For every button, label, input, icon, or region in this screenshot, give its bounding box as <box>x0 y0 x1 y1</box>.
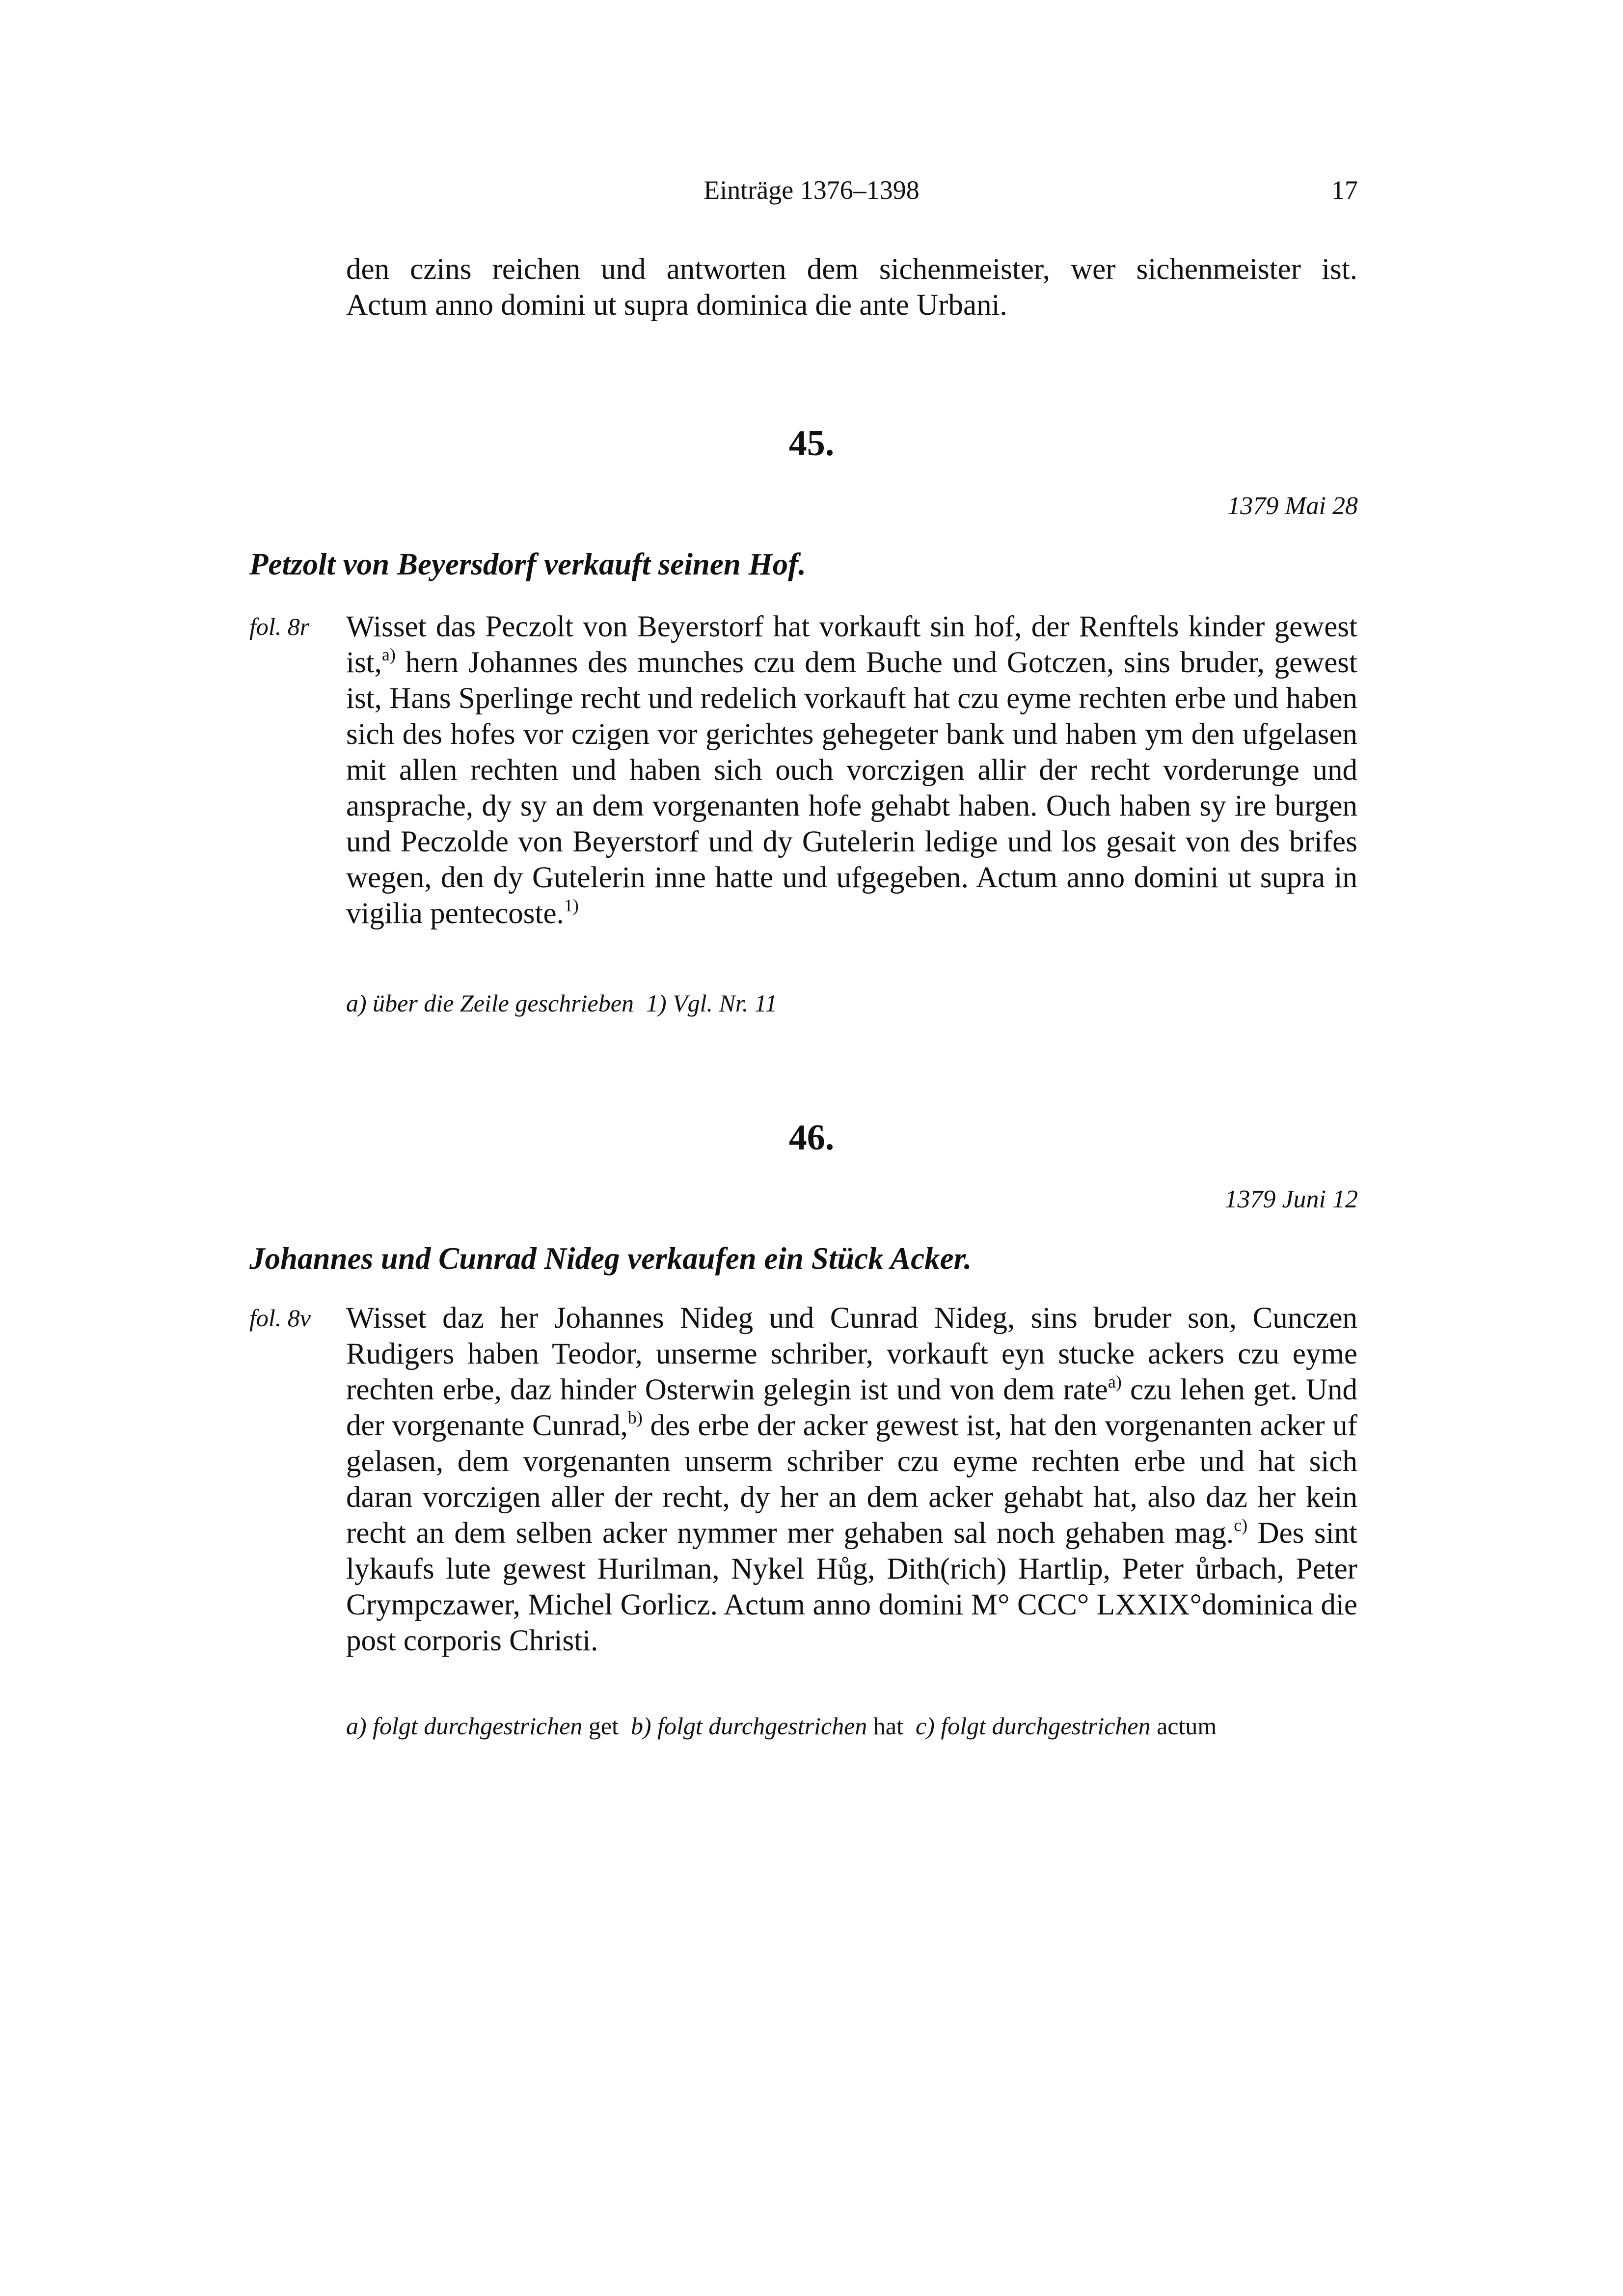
entry-46-note-a-label: a) folgt durchgestrichen <box>346 1712 583 1740</box>
note-marker-a: a) <box>381 645 396 664</box>
entry-46-note-a-word: get <box>588 1712 619 1740</box>
entry-45-number: 45. <box>788 423 835 464</box>
entry-46-date: 1379 Juni 12 <box>1224 1185 1358 1213</box>
entry-46-note-b-label: b) folgt durchgestrichen <box>631 1712 867 1740</box>
note-marker-c: c) <box>1234 1515 1248 1535</box>
page-number: 17 <box>1331 175 1358 205</box>
entry-45-date: 1379 Mai 28 <box>1227 492 1358 520</box>
entry-45-text <box>346 609 1357 931</box>
entry-46-folio: fol. 8v <box>249 1304 311 1332</box>
entry-46-text-part-3: des erbe der acker gewest ist, hat den vorgenanten acker uf gelasen, dem vorgenanten unserm schriber czu eyme rechten erbe und hat sich daran vorczigen aller der recht, dy her an dem acker gehabt hat, also daz her kein recht an dem selben acker nymmer mer gehaben sal noch gehaben mag. <box>346 1409 1357 1550</box>
entry-46-text-part-1: Wisset daz her Johannes Nideg und Cunrad Nideg, sins bruder son, Cunczen Rudigers haben Teodor, unserme schriber, vorkauft eyn stucke ackers czu eyme rechten erbe, daz hinder Osterwin gelegin ist und von dem rate <box>346 1302 1357 1406</box>
entry-45-note-1: 1) Vgl. Nr. 11 <box>646 989 778 1017</box>
entry-46-note-c-label: c) folgt durchgestrichen <box>916 1712 1151 1740</box>
continuation-line-2: Actum anno domini ut supra dominica die ante Urbani. <box>346 289 1007 322</box>
entry-46-number: 46. <box>788 1118 835 1158</box>
entry-46-notes <box>346 1710 1357 1742</box>
entry-46-text-part-2: czu lehen get. Und der vorgenante Cunrad, <box>346 1373 1357 1442</box>
entry-45-note-a: a) über die Zeile geschrieben <box>346 989 634 1017</box>
entry-46-note-c-word: actum <box>1157 1712 1217 1740</box>
entry-46-note-b-word: hat <box>873 1712 903 1740</box>
continuation-line-1: den czins reichen und antworten dem sichenmeister, wer sichenmeister ist. <box>346 253 1357 286</box>
entry-45-folio: fol. 8r <box>249 613 310 640</box>
note-marker-a: a) <box>1108 1372 1122 1392</box>
entry-45-text-part-1: Wisset das Peczolt von Beyerstorf hat vorkauft sin hof, der Renftels kinder gewest ist, <box>346 610 1357 679</box>
continuation-paragraph <box>346 251 1357 323</box>
entry-45-text-part-2: hern Johannes des munches czu dem Buche und Gotczen, sins bruder, gewest ist, Hans Sperlinge recht und redelich vorkauft hat czu eyme rechten erbe und haben sich des hofes vor czigen vor gerichtes gehegeter bank und haben ym den ufgelasen mit allen rechten und haben sich ouch vorczigen allir der recht vorderunge und ansprache, dy sy an dem vorgenanten hofe gehabt haben. Ouch haben sy ire burgen und Peczolde von Beyerstorf und dy Gutelerin ledige und los gesait von des brifes wegen, den dy Gutelerin inne hatte und ufgegeben. Actum anno domini ut supra in vigilia pentecoste. <box>346 646 1357 930</box>
entry-46-text <box>346 1300 1357 1659</box>
note-marker-b: b) <box>627 1408 643 1427</box>
entry-45-rubric: Petzolt von Beyersdorf verkauft seinen Hof. <box>249 547 806 581</box>
entry-45-notes <box>346 987 1357 1019</box>
entry-46-rubric: Johannes und Cunrad Nideg verkaufen ein Stück Acker. <box>249 1241 972 1276</box>
note-marker-1: 1) <box>564 896 579 915</box>
entry-46-text-part-4: Des sint lykaufs lute gewest Hurilman, Nykel Hůg, Dith(rich) Hartlip, Peter ůrbach, Peter Crympczawer, Michel Gorlicz. Actum anno domini M° CCC° LXXIX°dominica die post corporis Christi. <box>346 1517 1357 1657</box>
running-title: Einträge 1376–1398 <box>703 175 920 205</box>
